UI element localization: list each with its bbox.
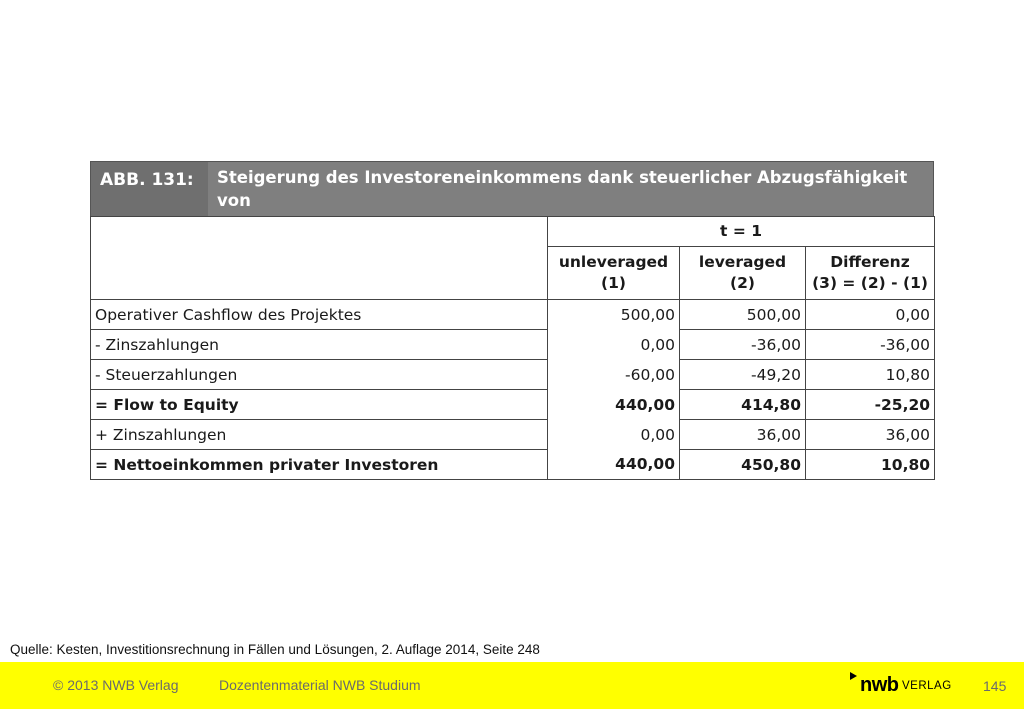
table-row-total	[91, 450, 935, 480]
empty-corner-cell	[91, 217, 548, 247]
logo-arrow-icon	[850, 672, 857, 680]
col-header-differenz	[806, 247, 935, 300]
cashflow-table	[90, 216, 935, 480]
table-row	[91, 420, 935, 450]
figure-label: ABB. 131:	[91, 162, 208, 216]
col-header-line1: unleveraged	[558, 253, 669, 271]
table-row	[91, 360, 935, 390]
col-header-line2: (2)	[730, 274, 755, 292]
figure-title-line1: Steigerung des Investoreneinkommens dank steuerlicher Abzugsfähigkeit von	[217, 168, 908, 210]
empty-header-cell	[91, 247, 548, 300]
figure-title-line2-pre: Zinszahlungen (sog.	[217, 214, 411, 233]
page-number: 145	[983, 678, 1007, 694]
col-header-line2: (1)	[601, 274, 626, 292]
value-differenz: 10,80	[806, 450, 935, 480]
row-label: - Zinszahlungen	[91, 330, 548, 360]
col-header-line1: Differenz	[830, 253, 910, 271]
col-header-line1: leveraged	[698, 253, 787, 271]
value-leveraged: 500,00	[680, 300, 806, 330]
value-leveraged: -36,00	[680, 330, 806, 360]
logo-main: nwb	[860, 674, 899, 696]
figure-title-line2-post: ) in t = 1	[505, 214, 587, 233]
value-unleveraged: -60,00	[548, 360, 680, 390]
value-differenz: -25,20	[806, 390, 935, 420]
copyright-text: © 2013 NWB Verlag	[53, 677, 179, 693]
table-row-subtotal	[91, 390, 935, 420]
source-citation: Quelle: Kesten, Investitionsrechnung in Fällen und Lösungen, 2. Auflage 2014, Seite 248	[10, 642, 540, 657]
period-header-row	[91, 217, 935, 247]
table-row	[91, 330, 935, 360]
value-differenz: 36,00	[806, 420, 935, 450]
material-text: Dozentenmaterial NWB Studium	[219, 677, 421, 693]
period-header: t = 1	[548, 217, 935, 247]
value-differenz: -36,00	[806, 330, 935, 360]
value-unleveraged: 440,00	[548, 450, 680, 480]
col-header-unleveraged	[548, 247, 680, 300]
value-unleveraged: 0,00	[548, 420, 680, 450]
col-header-leveraged	[680, 247, 806, 300]
figure-header	[90, 161, 934, 233]
row-label: - Steuerzahlungen	[91, 360, 548, 390]
figure-table	[90, 161, 934, 480]
col-header-line2: (3) = (2) - (1)	[812, 274, 928, 292]
logo-sub: VERLAG	[902, 680, 952, 692]
value-unleveraged: 440,00	[548, 390, 680, 420]
value-leveraged: 36,00	[680, 420, 806, 450]
value-leveraged: -49,20	[680, 360, 806, 390]
value-unleveraged: 500,00	[548, 300, 680, 330]
value-differenz: 0,00	[806, 300, 935, 330]
row-label: + Zinszahlungen	[91, 420, 548, 450]
value-unleveraged: 0,00	[548, 330, 680, 360]
value-leveraged: 414,80	[680, 390, 806, 420]
value-leveraged: 450,80	[680, 450, 806, 480]
column-header-row	[91, 247, 935, 300]
figure-title-italic: Tax Shield	[410, 214, 506, 233]
value-differenz: 10,80	[806, 360, 935, 390]
row-label: = Flow to Equity	[91, 390, 548, 420]
row-label: Operativer Cashflow des Projektes	[91, 300, 548, 330]
figure-title	[209, 162, 929, 233]
footer-bar	[0, 662, 1024, 709]
row-label: = Nettoeinkommen privater Investoren	[91, 450, 548, 480]
table-row	[91, 300, 935, 330]
